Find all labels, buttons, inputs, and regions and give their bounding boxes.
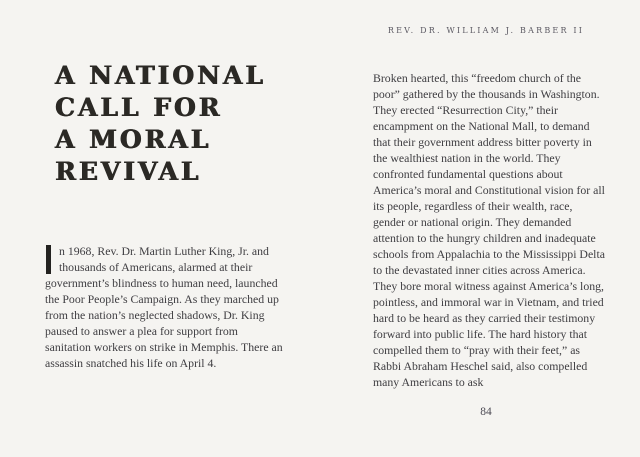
chapter-title-line-3: A MORAL xyxy=(55,125,212,154)
left-page-paragraph-text: n 1968, Rev. Dr. Martin Luther King, Jr. and thousands of Americans, alarmed at their government’s blindness to human need, launched the Poor People’s Campaign. As they marched up from the nation’s neglected shadows, Dr. King paused to answer a plea for support from sanitation workers on strike in Memphis. There an assassin snatched his life on April 4. xyxy=(45,244,283,370)
chapter-title-line-1: A NATIONAL xyxy=(55,61,266,90)
page-number: 84 xyxy=(480,406,492,418)
running-header: REV. DR. WILLIAM J. BARBER II xyxy=(387,26,585,35)
left-page-paragraph xyxy=(45,243,283,371)
chapter-title xyxy=(55,60,266,188)
chapter-title-line-4: REVIVAL xyxy=(55,157,202,186)
chapter-title-line-2: CALL FOR xyxy=(55,93,223,122)
drop-cap xyxy=(46,245,51,274)
right-page-paragraph: Broken hearted, this “freedom church of the poor” gathered by the thousands in Washington. They erected “Resurrection City,” their encampment on the National Mall, to demand that their government address bitter poverty in the wealthiest nation in the world. They confronted fundamental questions about America’s moral and Constitutional vision for all its people, regardless of their wealth, race, gender or national origin. They demanded attention to the hungry children and inadequate schools from Appalachia to the Mississippi Delta to the devastated inner cities across America. They bore moral witness against America’s long, pointless, and immoral war in Vietnam, and tried hard to be heard as they carried their testimony forward into public life. The hard history that compelled them to “pray with their feet,” as Rabbi Abraham Heschel said, also compelled many Americans to ask xyxy=(373,71,605,389)
